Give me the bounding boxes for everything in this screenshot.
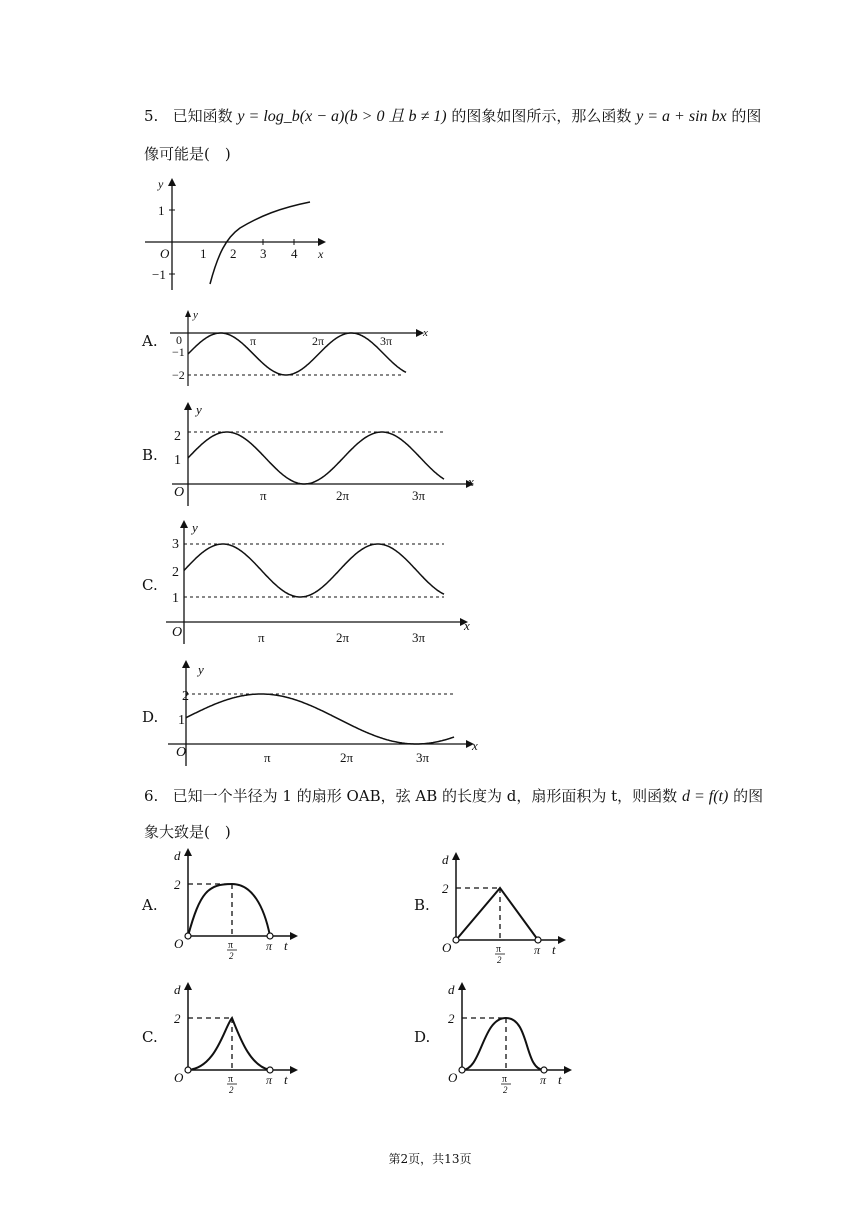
- q5-b-ytick-1: 1: [174, 453, 181, 468]
- q5-given-ytick-1: 1: [158, 203, 165, 218]
- q5-given-xtick-1: 1: [200, 246, 207, 261]
- q5-formula2: y = a + sin bx: [636, 108, 727, 125]
- page-footer: 第2页，共13页: [388, 1152, 472, 1166]
- q6-open-dot-origin: [453, 937, 459, 943]
- q6-option-d-label: D.: [414, 1028, 431, 1046]
- q6-x-arrow: [290, 932, 298, 940]
- q6-option-c-graph: [166, 976, 306, 1094]
- q5-line2: 像可能是( ): [144, 145, 231, 163]
- q5-given-origin: O: [160, 246, 170, 261]
- q5-d-ytick-1: 1: [178, 713, 185, 728]
- q6-open-dot-origin: [459, 1067, 465, 1073]
- q6-option-b-graph: [434, 846, 574, 964]
- q5-a-ytick-2: −2: [172, 368, 185, 382]
- q5-option-d-graph: [164, 658, 484, 770]
- q5-option-a-label: A.: [142, 332, 158, 350]
- q6-open-dot-origin: [185, 933, 191, 939]
- q5-c-xlabel: x: [464, 618, 470, 633]
- q6-ylabel: d: [174, 848, 181, 863]
- q6-ytick: 2: [174, 877, 181, 892]
- q5-b-ylabel: y: [196, 402, 202, 417]
- q5-option-b-graph: [162, 400, 482, 510]
- q5-given-ylabel: y: [158, 177, 164, 191]
- q6-x-arrow: [290, 1066, 298, 1074]
- q5-given-xtick-3: 3: [260, 246, 267, 261]
- q6-origin: O: [448, 1070, 458, 1085]
- q6-ylabel: d: [174, 982, 181, 997]
- q6-xlabel: t: [284, 1072, 288, 1087]
- q5-option-a-graph: [160, 308, 440, 388]
- q5-formula: y = log_b(x − a)(b > 0 且 b ≠ 1): [237, 108, 447, 125]
- q6-xtick-mid-den: 2: [229, 1085, 234, 1094]
- q5-text-before: 已知函数: [172, 107, 233, 125]
- q6-xlabel: t: [284, 938, 288, 953]
- q5-a-xlabel: x: [423, 327, 428, 339]
- q6-option-b-label: B.: [414, 896, 430, 914]
- q6-ytick: 2: [442, 881, 449, 896]
- q6-xtick-end: π: [534, 943, 541, 957]
- q6-xtick-end: π: [540, 1073, 547, 1087]
- q5-a-xtick-2pi: 2π: [312, 334, 325, 348]
- q5-given-xlabel: x: [318, 247, 324, 261]
- q6-xlabel: t: [558, 1072, 562, 1087]
- q6-option-c-label: C.: [142, 1028, 158, 1046]
- q5-c-ytick-3: 3: [172, 537, 179, 552]
- q6-text: 已知一个半径为 1 的扇形 OAB，弦 AB 的长度为 d，扇形面积为 t，则函数: [172, 787, 678, 805]
- q6-origin: O: [442, 940, 452, 955]
- q5-d-xlabel: x: [472, 738, 478, 753]
- q6-ytick: 2: [448, 1011, 455, 1026]
- q6-formula: d = f(t): [681, 788, 729, 805]
- q6-xtick-mid-den: 2: [503, 1085, 508, 1094]
- q5-c-sine-curve: [184, 544, 444, 597]
- q6-ylabel: d: [448, 982, 455, 997]
- q6-y-arrow: [452, 852, 460, 860]
- q6-xtick-end: π: [266, 1073, 273, 1087]
- q5-b-xtick-2pi: 2π: [336, 488, 350, 503]
- q6-xtick-mid-den: 2: [497, 955, 502, 964]
- q5-option-d-label: D.: [142, 708, 159, 726]
- q5-c-ytick-1: 1: [172, 591, 179, 606]
- q6-open-dot-origin: [185, 1067, 191, 1073]
- q6-open-dot-end: [541, 1067, 547, 1073]
- q6-xtick-mid-num: π: [228, 940, 234, 951]
- q5-given-xtick-4: 4: [291, 246, 298, 261]
- q5-text-after: 的图: [731, 107, 762, 125]
- q6-xtick-mid-den: 2: [229, 951, 234, 960]
- q5-a-ytick-0: 0: [176, 333, 182, 347]
- q5-a-ylabel: y: [193, 309, 198, 321]
- q6-line2: 象大致是( ): [144, 823, 231, 841]
- q6-line1: [144, 786, 763, 807]
- q5-d-sine-curve: [186, 694, 454, 744]
- q5-option-c-graph: [162, 518, 482, 648]
- q6-x-arrow: [558, 936, 566, 944]
- q6-xtick-mid-num: π: [228, 1074, 234, 1085]
- q5-d-ylabel: y: [198, 662, 204, 677]
- q6-number: 6.: [144, 787, 159, 805]
- q5-d-xtick-2pi: 2π: [340, 750, 354, 765]
- q5-b-origin: O: [174, 485, 185, 500]
- q6-xtick-end: π: [266, 939, 273, 953]
- q5-d-origin: O: [176, 745, 187, 760]
- q5-c-xtick-3pi: 3π: [412, 630, 426, 645]
- q5-given-ytick-neg1: −1: [152, 267, 166, 282]
- q6-open-dot-end: [267, 933, 273, 939]
- q5-c-ylabel: y: [192, 520, 198, 535]
- q5-d-xtick-3pi: 3π: [416, 750, 430, 765]
- q5-b-ytick-2: 2: [174, 429, 181, 444]
- q6-xlabel: t: [552, 942, 556, 957]
- q6-ylabel: d: [442, 852, 449, 867]
- q6-y-arrow: [458, 982, 466, 990]
- q5-d-xtick-pi: π: [264, 750, 271, 765]
- q6-curve: [188, 1018, 270, 1070]
- q6-origin: O: [174, 936, 184, 951]
- q6-x-arrow: [564, 1066, 572, 1074]
- q5-b-xlabel: x: [468, 474, 474, 489]
- q5-given-xtick-2: 2: [230, 246, 237, 261]
- q5-c-xtick-2pi: 2π: [336, 630, 350, 645]
- q6-open-dot-end: [535, 937, 541, 943]
- q5-given-log-curve: [210, 202, 310, 284]
- q5-a-sine-curve: [188, 333, 406, 375]
- q6-ytick: 2: [174, 1011, 181, 1026]
- q6-xtick-mid-num: π: [502, 1074, 508, 1085]
- q5-text-middle: 的图象如图所示，那么函数: [451, 107, 632, 125]
- q6-curve: [462, 1018, 544, 1070]
- q5-a-xtick-3pi: 3π: [380, 334, 393, 348]
- q5-c-ytick-2: 2: [172, 565, 179, 580]
- q5-c-xtick-pi: π: [258, 630, 265, 645]
- q6-curve: [188, 884, 270, 936]
- q5-option-c-label: C.: [142, 576, 158, 594]
- q6-y-arrow: [184, 848, 192, 856]
- q5-b-xtick-3pi: 3π: [412, 488, 426, 503]
- q5-a-xtick-pi: π: [250, 334, 257, 348]
- q6-xtick-mid-num: π: [496, 944, 502, 955]
- q6-y-arrow: [184, 982, 192, 990]
- q6-option-a-graph: [166, 842, 306, 960]
- q6-open-dot-end: [267, 1067, 273, 1073]
- q5-number: 5.: [144, 107, 159, 125]
- q5-c-origin: O: [172, 625, 183, 640]
- q5-given-graph: [140, 172, 340, 296]
- q5-b-xtick-pi: π: [260, 488, 267, 503]
- q6-text-after: 的图: [733, 787, 764, 805]
- q6-origin: O: [174, 1070, 184, 1085]
- q5-a-ytick-1: −1: [172, 345, 185, 359]
- q6-option-a-label: A.: [142, 896, 158, 914]
- q6-option-d-graph: [440, 976, 580, 1094]
- q5-option-b-label: B.: [142, 446, 158, 464]
- q6-curve: [456, 888, 538, 940]
- q5-d-ytick-2: 2: [182, 689, 189, 704]
- q5-line1: [144, 106, 761, 127]
- q5-b-sine-curve: [188, 432, 444, 484]
